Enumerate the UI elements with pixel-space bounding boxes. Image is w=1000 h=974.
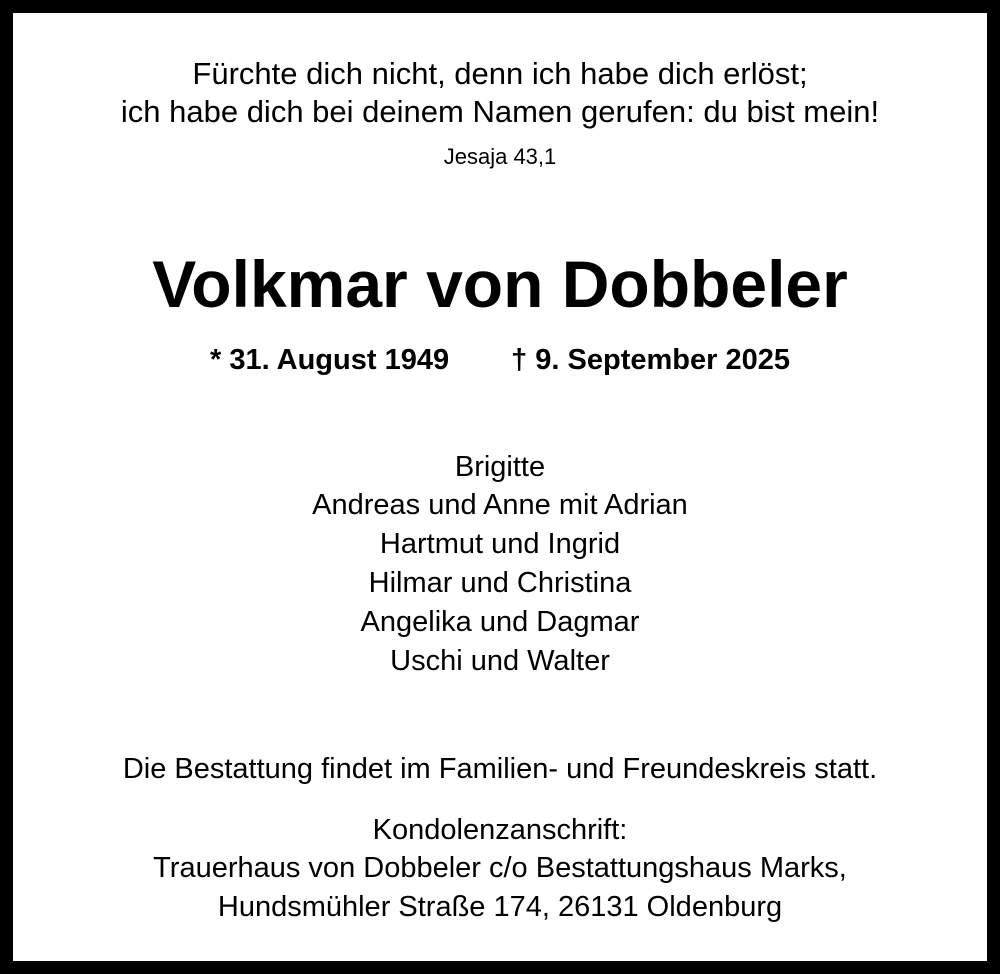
family-member: Angelika und Dagmar — [360, 606, 640, 638]
condolence-heading: Kondolenzanschrift: — [372, 814, 628, 846]
bible-verse-line-1: Fürchte dich nicht, denn ich habe dich erlöst; — [192, 56, 808, 91]
deceased-name: Volkmar von Dobbeler — [152, 247, 848, 321]
condolence-address-line-2: Hundsmühler Straße 174, 26131 Oldenburg — [217, 891, 783, 923]
birth-date: * 31. August 1949 — [210, 344, 450, 376]
bible-verse-source: Jesaja 43,1 — [443, 144, 557, 169]
condolence-address-line-1: Trauerhaus von Dobbeler c/o Bestattungshaus Marks, — [153, 852, 847, 884]
family-member: Brigitte — [454, 451, 546, 483]
family-member: Hartmut und Ingrid — [379, 528, 621, 560]
family-member: Uschi und Walter — [390, 645, 610, 677]
life-dates — [13, 343, 987, 377]
funeral-notice: Die Bestattung findet im Familien- und Freundeskreis statt. — [122, 753, 878, 785]
bible-verse-line-2: ich habe dich bei deinem Namen gerufen: du bist mein! — [120, 94, 880, 129]
family-member: Andreas und Anne mit Adrian — [312, 489, 688, 521]
family-member: Hilmar und Christina — [368, 567, 632, 599]
death-date: † 9. September 2025 — [511, 344, 790, 376]
